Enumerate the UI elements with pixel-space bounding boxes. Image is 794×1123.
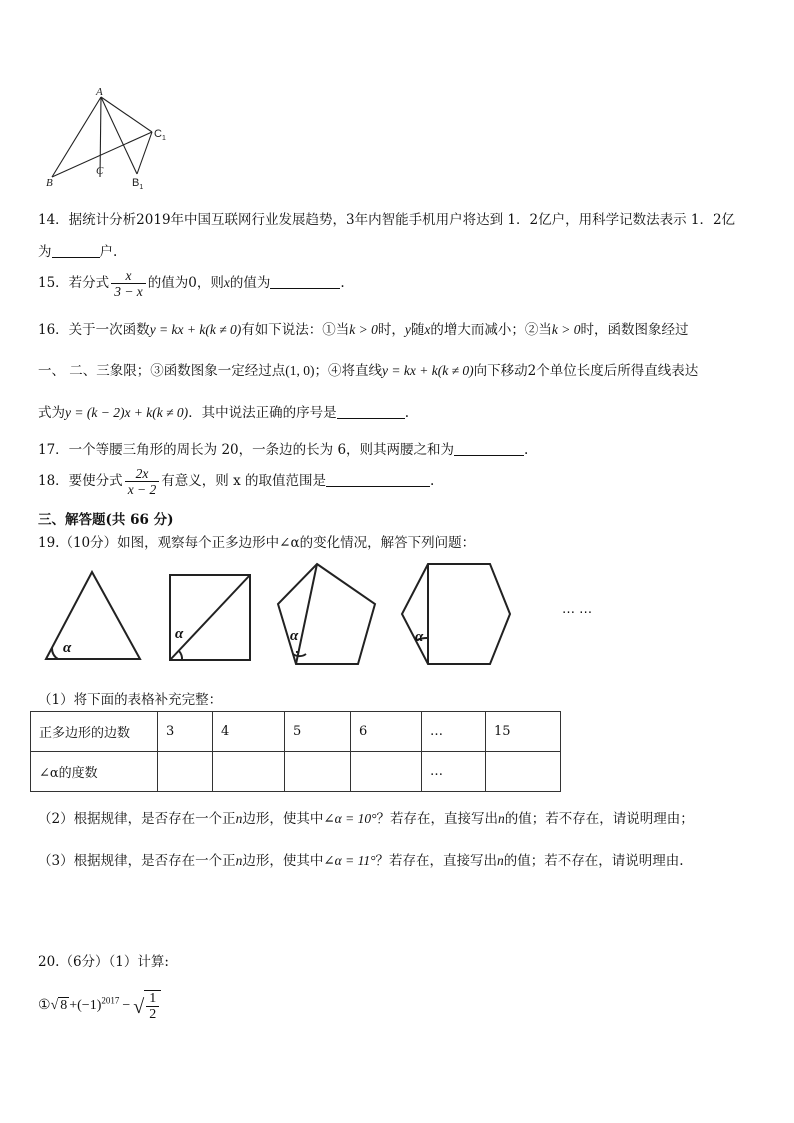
label-b: B — [46, 177, 53, 189]
question-15: 15．若分式 $\frac{x}{3 - x}$ 的值为0，则x的值为 . — [38, 268, 345, 299]
question-16-line1: 16．关于一次函数y = kx + k(k ≠ 0)有如下说法：①当k > 0时，y随x的增大而减小；②当k > 0时，函数图象经过 — [38, 322, 689, 338]
ellipsis: … … — [562, 602, 593, 617]
answer-blank-18[interactable] — [326, 472, 430, 487]
label-b1: $B_1$ — [132, 177, 144, 191]
table-cell: … — [422, 712, 486, 752]
label-c: C — [96, 165, 104, 177]
answer-blank-15[interactable] — [270, 274, 340, 289]
alpha-label-1: α — [63, 640, 72, 656]
question-17: 17．一个等腰三角形的周长为 20，一条边的长为 6，则其两腰之和为 . — [38, 442, 529, 458]
label-c1: $C_1$ — [154, 128, 166, 142]
table-cell: ∠α的度数 — [31, 752, 158, 792]
table-cell: … — [422, 752, 486, 792]
question-19-part3: （3）根据规律，是否存在一个正n边形，使其中∠α = 11°？若存在，直接写出n的值；若不存在，请说明理由. — [38, 853, 684, 869]
question-14-line1: 14．据统计分析2019年中国互联网行业发展趋势，3年内智能手机用户将达到 1．2亿户，用科学记数法表示 1．2亿 — [38, 212, 736, 228]
table-cell: 5 — [285, 712, 351, 752]
question-16-line2: 一、 二、三象限；③函数图象一定经过点(1, 0)；④将直线y = kx + k(k ≠ 0)向下移动2个单位长度后所得直线表达 — [38, 363, 699, 379]
answer-blank-16[interactable] — [337, 404, 405, 419]
answer-cell[interactable] — [213, 752, 285, 792]
answer-cell[interactable] — [351, 752, 422, 792]
answer-blank-14[interactable] — [52, 243, 100, 258]
question-16-line3: 式为y = (k − 2)x + k(k ≠ 0)．其中说法正确的序号是 . — [38, 405, 409, 421]
alpha-label-3: α — [290, 628, 299, 644]
table-cell: 6 — [351, 712, 422, 752]
polygon-figures — [40, 560, 620, 670]
table-cell: 15 — [486, 712, 561, 752]
question-14-line2: 为 户. — [38, 244, 118, 260]
question-19-intro: 19.（10分）如图，观察每个正多边形中∠α的变化情况，解答下列问题： — [38, 535, 476, 551]
alpha-label-2: α — [175, 626, 184, 642]
answer-cell[interactable] — [486, 752, 561, 792]
answer-cell[interactable] — [158, 752, 213, 792]
question-20-expression: ①√ $8 +(-1)^{2017}$ − √ $\frac{1}{2}$ — [38, 990, 161, 1022]
fraction-15: $\frac{x}{3 - x}$ — [111, 268, 146, 299]
polygon-table — [30, 711, 561, 792]
label-a: A — [96, 86, 103, 98]
table-cell: 正多边形的边数 — [31, 712, 158, 752]
alpha-label-4: α — [415, 629, 424, 645]
question-20-title: 20.（6分）（1）计算: — [38, 954, 169, 970]
table-row — [31, 712, 561, 752]
answer-blank-17[interactable] — [454, 441, 524, 456]
question-19-part1: （1）将下面的表格补充完整： — [38, 692, 223, 708]
pentagon-shape — [278, 564, 375, 664]
table-row — [31, 752, 561, 792]
answer-cell[interactable] — [285, 752, 351, 792]
question-18: 18．要使分式 $\frac{2x}{x - 2}$ 有意义，则 x 的取值范围是 . — [38, 466, 435, 497]
table-cell: 3 — [158, 712, 213, 752]
table-cell: 4 — [213, 712, 285, 752]
geometry-figure-13 — [40, 85, 180, 195]
hexagon-shape — [402, 564, 510, 664]
triangle-shape — [46, 572, 140, 659]
fraction-18: $\frac{2x}{x - 2}$ — [125, 466, 160, 497]
section-heading-3: 三、解答题(共 66 分) — [38, 512, 174, 528]
question-19-part2: （2）根据规律，是否存在一个正n边形，使其中∠α = 10°？若存在，直接写出n的值；若不存在，请说明理由； — [38, 811, 694, 827]
